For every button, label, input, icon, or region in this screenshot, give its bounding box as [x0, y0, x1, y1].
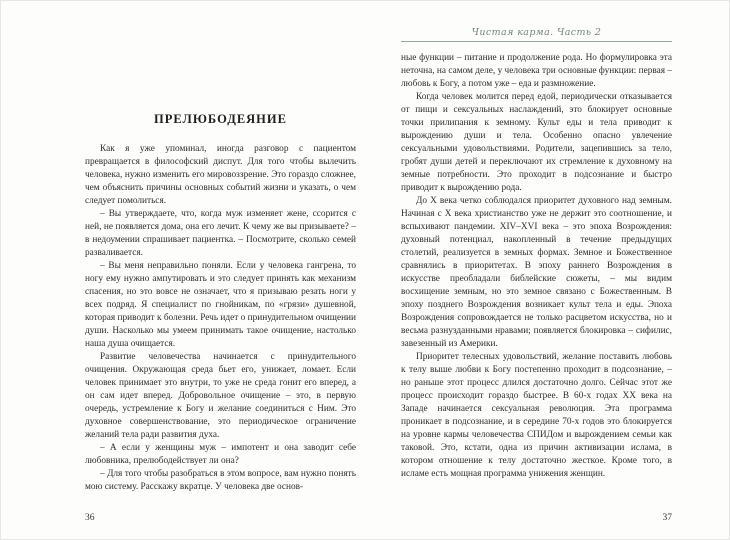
paragraph: Как я уже упоминал, иногда разговор с пациентом превращается в философский диспут. Для того чтобы вылечить человека, нужно изменить его мировоззрение. Это гораздо сложнее, чем объяснить причины основных событий жизни и указать, о чем следует помолиться. [85, 144, 356, 206]
paragraph: – Для того чтобы разобраться в этом вопросе, вам нужно понять мою систему. Расскажу вкратце. У человека две основ- [85, 469, 356, 492]
paragraph: – Вы утверждаете, что, когда муж изменяет жене, ссорится с ней, не появляется дома, она его лечит. К чему же вы призываете? – в недоумении спрашивает пациентка. – Посмотрите, сколько семей разваливается. [85, 209, 356, 258]
left-page [85, 0, 356, 540]
paragraph: Развитие человечества начинается с принудительного очищения. Окружающая среда бьет его, унижает, ломает. Если человек принимает это внутри, то уже не среда гонит его вперед, а он сам идет вперед. Добровольное очищение – это, в первую очередь, устремление к Богу и желание соединиться с Ним. Это духовное совершенствование, это периодическое ограничение желаний тела ради развития духа. [85, 352, 356, 440]
page-number-left: 36 [85, 513, 95, 523]
page-number-right: 37 [662, 513, 672, 523]
right-page [401, 0, 672, 540]
paragraph: – А если у женщины муж – импотент и она заводит себе любовника, прелюбодействует ли она? [85, 443, 356, 466]
chapter-heading: ПРЕЛЮБОДЕЯНИЕ [154, 112, 287, 126]
paragraph: ные функции – питание и продолжение рода. Но формулировка эта неточна, на самом деле, у человека три основные функции: первая – любовь к Богу, а потом уже – еда и размножение. [401, 53, 672, 89]
running-header: Чистая карма. Часть 2 [471, 27, 602, 38]
paragraph: Приоритет телесных удовольствий, желание поставить любовь к телу выше любви к Богу постепенно проходит в подсознание, – но раньше этот процесс длился достаточно долго. Сейчас этот же процесс происходит гораздо быстрее. В 60-х годах XX века на Западе начинается сексуальная революция. Эта программа проникает в подсознание, и в середине 70-х годов это блокируется на уровне кармы человечества СПИДом и вырождением семьи как таковой. Это, кстати, одна из причин активизации ислама, в котором отношение к телу достаточно жесткое. Кроме того, в исламе есть мощная программа унижения женщин. [401, 352, 672, 479]
paragraph: Когда человек молится перед едой, периодически отказывается от пищи и сексуальных наслаждений, это блокирует основные точки прилипания к земному. Культ еды и тела приводит к вырождению души и тела. Особенно опасно увлечение сексуальными удовольствиями. Родители, зацепившись за тело, гробят души детей и переключают их стремление к духовному на земные потребности. Это проходит в подсознание и быстро приводит к вырождению рода. [401, 92, 672, 193]
header-rule [401, 41, 672, 42]
paragraph: – Вы меня неправильно поняли. Если у человека гангрена, то ногу ему нужно ампутировать и это следует принять как механизм спасения, но это вовсе не означает, что я призываю резать ноги у всех подряд. Я специалист по гнойникам, по «грязи» душевной, которая приводит к болезни. Речь идет о принудительном очищении души. Насколько мы умеем принимать такое очищение, настолько наша душа очищается. [85, 261, 356, 349]
paragraph: До X века четко соблюдался приоритет духовного над земным. Начиная с X века христианство уже не держит это соотношение, и вспыхивают пандемии. XIV–XVI века – это эпоха Возрождения: духовный потенциал, накопленный в течение предыдущих столетий, реализуется в земных формах. Земное и Божественное сравнялись в приоритетах. В эпоху раннего Возрождения в искусстве преобладали библейские сюжеты, – мы видим восхищение земным, но это земное связано с Божественным. В эпоху позднего Возрождения возникает культ тела и еды. Эпоха Возрождения сопровождается не только расцветом искусства, но и весьма разнузданными нравами; появляется блокировка – сифилис, завезенный из Америки. [401, 196, 672, 349]
